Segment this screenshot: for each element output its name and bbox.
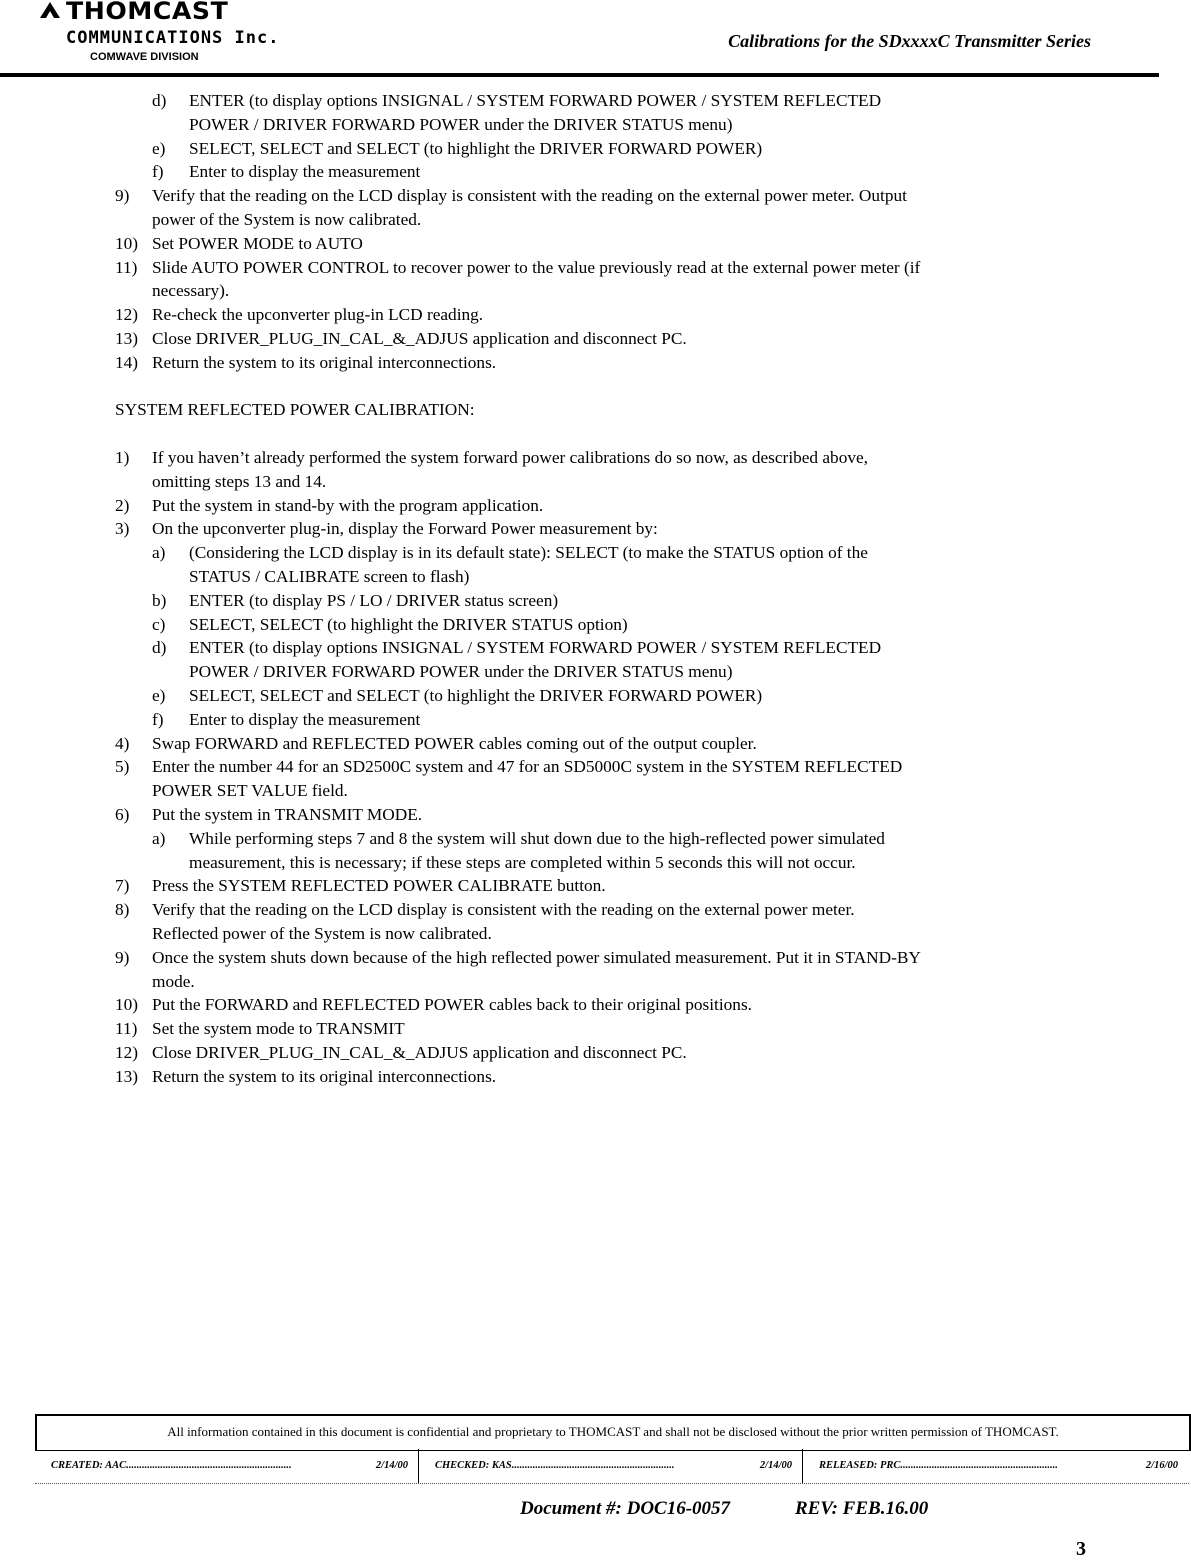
step-text: Reflected power of the System is now calibrated. (152, 924, 492, 943)
step-label: d) (152, 91, 167, 110)
step-text: Put the FORWARD and REFLECTED POWER cables back to their original positions. (152, 995, 752, 1015)
step-text: Set the system mode to TRANSMIT (152, 1019, 405, 1039)
step-label: 2) (115, 495, 130, 515)
step-label: 4) (115, 733, 130, 753)
step-text: On the upconverter plug-in, display the Forward Power measurement by: (152, 519, 658, 539)
step-text: Once the system shuts down because of the high reflected power simulated measurement. Put it in STAND-BY (152, 947, 921, 967)
created-cell: CREATED: AAC............................................................... 2/14/00 (35, 1449, 419, 1483)
step-label: 11) (115, 1019, 138, 1039)
step-label: 6) (115, 805, 130, 824)
step-text: Enter to display the measurement (189, 709, 421, 729)
step-text: SELECT, SELECT and SELECT (to highlight the DRIVER FORWARD POWER) (189, 686, 763, 705)
step-label: 13) (115, 329, 139, 348)
step-text: Set POWER MODE to AUTO (152, 233, 363, 253)
step-label: d) (152, 638, 167, 658)
step-label: 1) (115, 448, 130, 467)
step-text: Press the SYSTEM REFLECTED POWER CALIBRATE button. (152, 876, 606, 896)
step-label: 5) (115, 757, 130, 777)
step-text: POWER / DRIVER FORWARD POWER under the DRIVER STATUS menu) (189, 114, 733, 134)
logo-division: COMWAVE DIVISION (90, 51, 199, 63)
released-label: RELEASED: PRC (819, 1460, 901, 1471)
document-number: Document #: DOC16-0057 (520, 1498, 731, 1519)
step-text: Close DRIVER_PLUG_IN_CAL_&_ADJUS application and disconnect PC. (152, 1043, 687, 1062)
created-date: 2/14/00 (375, 1460, 408, 1471)
step-label: 9) (115, 186, 130, 206)
page-number: 3 (1076, 1538, 1086, 1560)
step-text: SELECT, SELECT and SELECT (to highlight the DRIVER FORWARD POWER) (189, 138, 763, 158)
step-text: Verify that the reading on the LCD display is consistent with the reading on the external power meter. Output (152, 186, 907, 206)
revision: REV: FEB.16.00 (795, 1498, 929, 1519)
thomcast-logo-icon (40, 2, 60, 22)
step-text: ENTER (to display PS / LO / DRIVER status screen) (189, 590, 559, 610)
step-text: Verify that the reading on the LCD display is consistent with the reading on the external power meter. (152, 900, 855, 920)
step-label: 14) (115, 352, 139, 372)
step-text: ENTER (to display options INSIGNAL / SYSTEM FORWARD POWER / SYSTEM REFLECTED (189, 91, 882, 110)
step-text: mode. (152, 971, 195, 991)
created-label: CREATED: AAC (51, 1460, 127, 1471)
step-text: Enter the number 44 for an SD2500C system and 47 for an SD5000C system in the SYSTEM REFLECTED (152, 757, 903, 777)
checked-cell: CHECKED: KAS.............................................................. 2/14/00 (419, 1449, 803, 1483)
step-text: (Considering the LCD display is in its default state): SELECT (to make the STATUS option of the (189, 543, 868, 563)
step-label: 7) (115, 876, 130, 896)
document-title: Calibrations for the SDxxxxC Transmitter Series (728, 31, 1091, 51)
step-text: Return the system to its original interconnections. (152, 1066, 497, 1086)
logo-wordmark: THOMCAST (66, 0, 229, 25)
step-label: b) (152, 590, 167, 610)
checked-label: CHECKED: KAS (435, 1460, 512, 1471)
step-text: Slide AUTO POWER CONTROL to recover power to the value previously read at the external power meter (if (152, 257, 921, 277)
step-text: SELECT, SELECT (to highlight the DRIVER STATUS option) (189, 614, 628, 634)
step-text: Enter to display the measurement (189, 162, 421, 182)
step-label: 12) (115, 1043, 139, 1062)
step-label: 10) (115, 995, 139, 1015)
step-text: omitting steps 13 and 14. (152, 471, 327, 491)
logo-subtitle: COMMUNICATIONS Inc. (66, 28, 280, 48)
step-text: Close DRIVER_PLUG_IN_CAL_&_ADJUS application and disconnect PC. (152, 329, 687, 348)
step-label: a) (152, 828, 166, 848)
step-text: Return the system to its original interconnections. (152, 352, 497, 372)
step-text: Swap FORWARD and REFLECTED POWER cables coming out of the output coupler. (152, 733, 757, 753)
step-label: 10) (115, 233, 139, 253)
step-label: 9) (115, 947, 130, 967)
step-label: 13) (115, 1066, 139, 1086)
released-cell: RELEASED: PRC............................................................ 2/16/00 (803, 1449, 1188, 1483)
step-text: Put the system in stand-by with the program application. (152, 495, 544, 515)
step-label: 3) (115, 519, 130, 539)
step-label: e) (152, 138, 166, 158)
header-divider (0, 73, 1159, 77)
step-label: 12) (115, 305, 139, 325)
step-text: STATUS / CALIBRATE screen to flash) (189, 567, 470, 586)
step-label: e) (152, 686, 166, 705)
step-text: ENTER (to display options INSIGNAL / SYSTEM FORWARD POWER / SYSTEM REFLECTED (189, 638, 882, 658)
step-text: measurement, this is necessary; if these steps are completed within 5 seconds this will not occur. (189, 852, 856, 872)
step-text: If you haven’t already performed the system forward power calibrations do so now, as described above, (152, 448, 868, 467)
step-text: necessary). (152, 281, 230, 301)
step-label: c) (152, 614, 166, 634)
step-label: a) (152, 543, 166, 563)
confidential-notice: All information contained in this document is confidential and proprietary to THOMCAST and shall not be disclosed without the prior written permission of THOMCAST. (167, 1424, 1059, 1439)
step-text: While performing steps 7 and 8 the system will shut down due to the high-reflected power simulated (189, 828, 885, 848)
step-label: 11) (115, 257, 138, 277)
released-date: 2/16/00 (1145, 1460, 1178, 1471)
step-text: Put the system in TRANSMIT MODE. (152, 805, 423, 824)
step-label: f) (152, 709, 164, 729)
confidential-notice-box (35, 1414, 1191, 1451)
step-label: 8) (115, 900, 130, 920)
step-text: POWER SET VALUE field. (152, 781, 348, 801)
step-label: f) (152, 162, 164, 182)
checked-date: 2/14/00 (759, 1460, 792, 1471)
company-logo (40, 0, 330, 70)
step-text: POWER / DRIVER FORWARD POWER under the DRIVER STATUS menu) (189, 662, 733, 682)
step-text: Re-check the upconverter plug-in LCD reading. (152, 305, 484, 325)
step-text: power of the System is now calibrated. (152, 210, 422, 229)
section-heading: SYSTEM REFLECTED POWER CALIBRATION: (115, 400, 475, 420)
signoff-row (35, 1449, 1189, 1484)
